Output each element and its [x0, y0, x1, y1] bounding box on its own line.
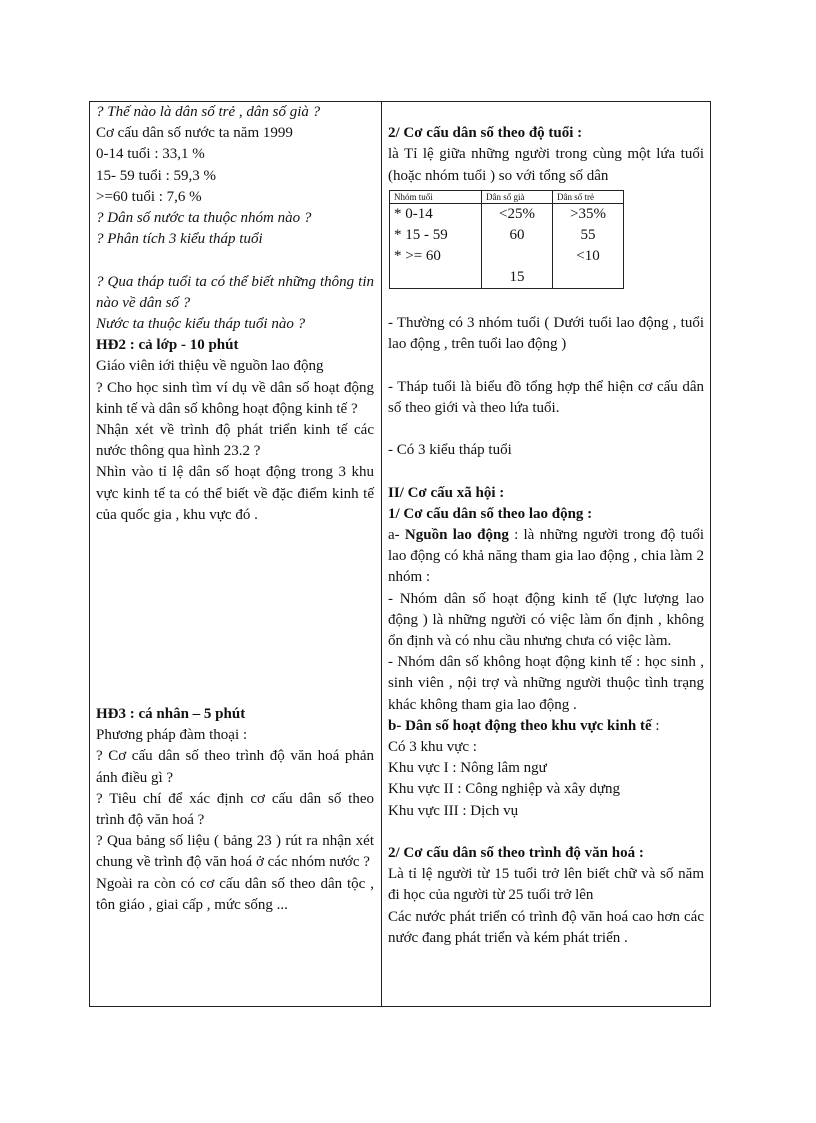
table-cell: <25% — [482, 203, 553, 225]
table-row — [390, 225, 624, 246]
lesson-table — [89, 101, 711, 1007]
spacer — [388, 292, 704, 313]
development-question: Nhận xét về trình độ phát triển kinh tế các nước thông qua hình 23.2 ? — [96, 422, 374, 460]
spacer — [96, 250, 374, 271]
table-header: Nhóm tuổi — [390, 190, 482, 203]
age-0-14: 0-14 tuổi : 33,1 % — [96, 146, 205, 163]
table-header: Dân số già — [482, 190, 553, 203]
sector-2: Khu vực II : Công nghiệp và xây dựng — [388, 781, 621, 798]
age-structure-heading: 2/ Cơ cấu dân số theo độ tuổi : — [388, 125, 583, 142]
inactive-population-note: - Nhóm dân số không hoạt động kinh tế : học sinh , sinh viên , nội trợ và những người thuộc tình trạng khác không tham gia lao động . — [388, 654, 704, 713]
content-column — [388, 102, 704, 949]
sector-1: Khu vực I : Nông lâm ngư — [388, 760, 547, 777]
spacer — [96, 526, 374, 704]
sector-heading-tail: : — [651, 717, 660, 734]
structure-1999: Cơ cấu dân số nước ta năm 1999 — [96, 125, 293, 142]
social-structure-heading: II/ Cơ cấu xã hội : — [388, 484, 505, 501]
age-15-59: 15- 59 tuổi : 59,3 % — [96, 167, 216, 184]
column-divider — [381, 102, 382, 1006]
age-groups-note: - Thường có 3 nhóm tuổi ( Dưới tuổi lao động , tuổi lao động , trên tuổi lao động ) — [388, 314, 704, 353]
criteria-question: ? Tiêu chí để xác định cơ cấu dân số theo trình độ văn hoá ? — [96, 790, 374, 829]
table-cell — [553, 267, 624, 289]
activity-2-heading: HĐ2 : cả lớp - 10 phút — [96, 337, 239, 354]
table-row — [390, 267, 624, 289]
table-cell: * >= 60 — [390, 246, 482, 267]
table-cell: <10 — [553, 246, 624, 267]
spacer — [388, 419, 704, 440]
table-cell: 55 — [553, 225, 624, 246]
other-structures: Ngoài ra còn có cơ cấu dân số theo dân tộc , tôn giáo , giai cấp , mức sống ... — [96, 875, 374, 913]
labor-source-text: : là những người trong độ tuổi lao động có khả năng tham gia lao động , chia làm 2 nhóm : — [388, 526, 705, 586]
question-pyramid-types: ? Phân tích 3 kiểu tháp tuổi — [96, 231, 263, 248]
education-question: ? Cơ cấu dân số theo trình độ văn hoá phản ánh điều gì ? — [96, 748, 374, 786]
pyramid-definition: - Tháp tuổi là biểu đồ tổng hợp thể hiện cơ cấu dân số theo giới và theo lứa tuổi. — [388, 378, 704, 416]
table-question: ? Qua bảng số liệu ( bảng 23 ) rút ra nhận xét chung về trình độ văn hoá ở các nhóm nước ? — [96, 833, 374, 871]
age-60-plus: >=60 tuổi : 7,6 % — [96, 188, 202, 205]
sector-count: Có 3 khu vực : — [388, 739, 477, 755]
education-definition: Là tỉ lệ người từ 15 tuổi trở lên biết chữ và số năm đi học của người từ 25 tuổi trở lên — [388, 866, 704, 904]
table-row — [390, 246, 624, 267]
method: Phương pháp đàm thoại : — [96, 727, 248, 744]
labor-source-prefix: a- — [388, 526, 405, 543]
sector-3: Khu vực III : Dịch vụ — [388, 802, 519, 819]
activity-3-heading: HĐ3 : cá nhân – 5 phút — [96, 706, 246, 723]
education-comparison: Các nước phát triển có trình độ văn hoá cao hơn các nước đang phát triển và kém phát triển . — [388, 908, 704, 946]
table-cell: 60 — [482, 225, 553, 246]
table-cell: 15 — [482, 267, 553, 289]
sector-question: Nhìn vào tỉ lệ dân số hoạt động trong 3 khu vực kinh tế ta có thể biết về đặc điểm kinh tế của quốc gia , khu vực đó . — [96, 464, 374, 523]
labor-example-question: ? Cho học sinh tìm ví dụ về dân số hoạt động kinh tế và dân số không hoạt động kinh tế ? — [96, 379, 374, 417]
question-pyramid-info: ? Qua tháp tuổi ta có thể biết những thông tin nào về dân số ? — [96, 273, 374, 311]
table-header: Dân số trẻ — [553, 190, 624, 203]
table-header-row — [390, 190, 624, 203]
sector-heading-text: b- Dân số hoạt động theo khu vực kinh tế — [388, 717, 652, 734]
spacer — [388, 102, 704, 123]
table-cell: * 0-14 — [390, 203, 482, 225]
age-group-table — [389, 190, 624, 289]
table-cell — [482, 246, 553, 267]
spacer — [388, 822, 704, 843]
sector-heading — [388, 716, 704, 737]
age-structure-definition: là Tỉ lệ giữa những người trong cùng một lứa tuổi (hoặc nhóm tuổi ) so với tổng số dân — [388, 146, 704, 184]
education-structure-heading: 2/ Cơ cấu dân số theo trình độ văn hoá : — [388, 845, 644, 861]
question-young-old: ? Thế nào là dân số trẻ , dân số già ? — [96, 104, 321, 120]
labor-source-paragraph — [388, 525, 704, 589]
table-cell: * 15 - 59 — [390, 225, 482, 246]
question-pyramid-type: Nước ta thuộc kiểu tháp tuổi nào ? — [96, 316, 306, 333]
teacher-activity-column — [96, 102, 374, 916]
table-cell — [390, 267, 482, 289]
table-cell: >35% — [553, 203, 624, 225]
spacer — [388, 355, 704, 376]
spacer — [388, 461, 704, 482]
question-group: ? Dân số nước ta thuộc nhóm nào ? — [96, 210, 312, 227]
active-population-note: - Nhóm dân số hoạt động kinh tế (lực lượng lao động ) là những người có việc làm ổn định , không ổn định và có nhu cầu nhưng chưa có việc làm. — [388, 590, 704, 649]
labor-source-term: Nguồn lao động — [404, 526, 509, 543]
labor-intro: Giáo viên iới thiệu về nguồn lao động — [96, 358, 324, 375]
table-row — [390, 203, 624, 225]
pyramid-types-note: - Có 3 kiểu tháp tuổi — [388, 442, 512, 459]
labor-structure-heading: 1/ Cơ cấu dân số theo lao động : — [388, 505, 593, 522]
